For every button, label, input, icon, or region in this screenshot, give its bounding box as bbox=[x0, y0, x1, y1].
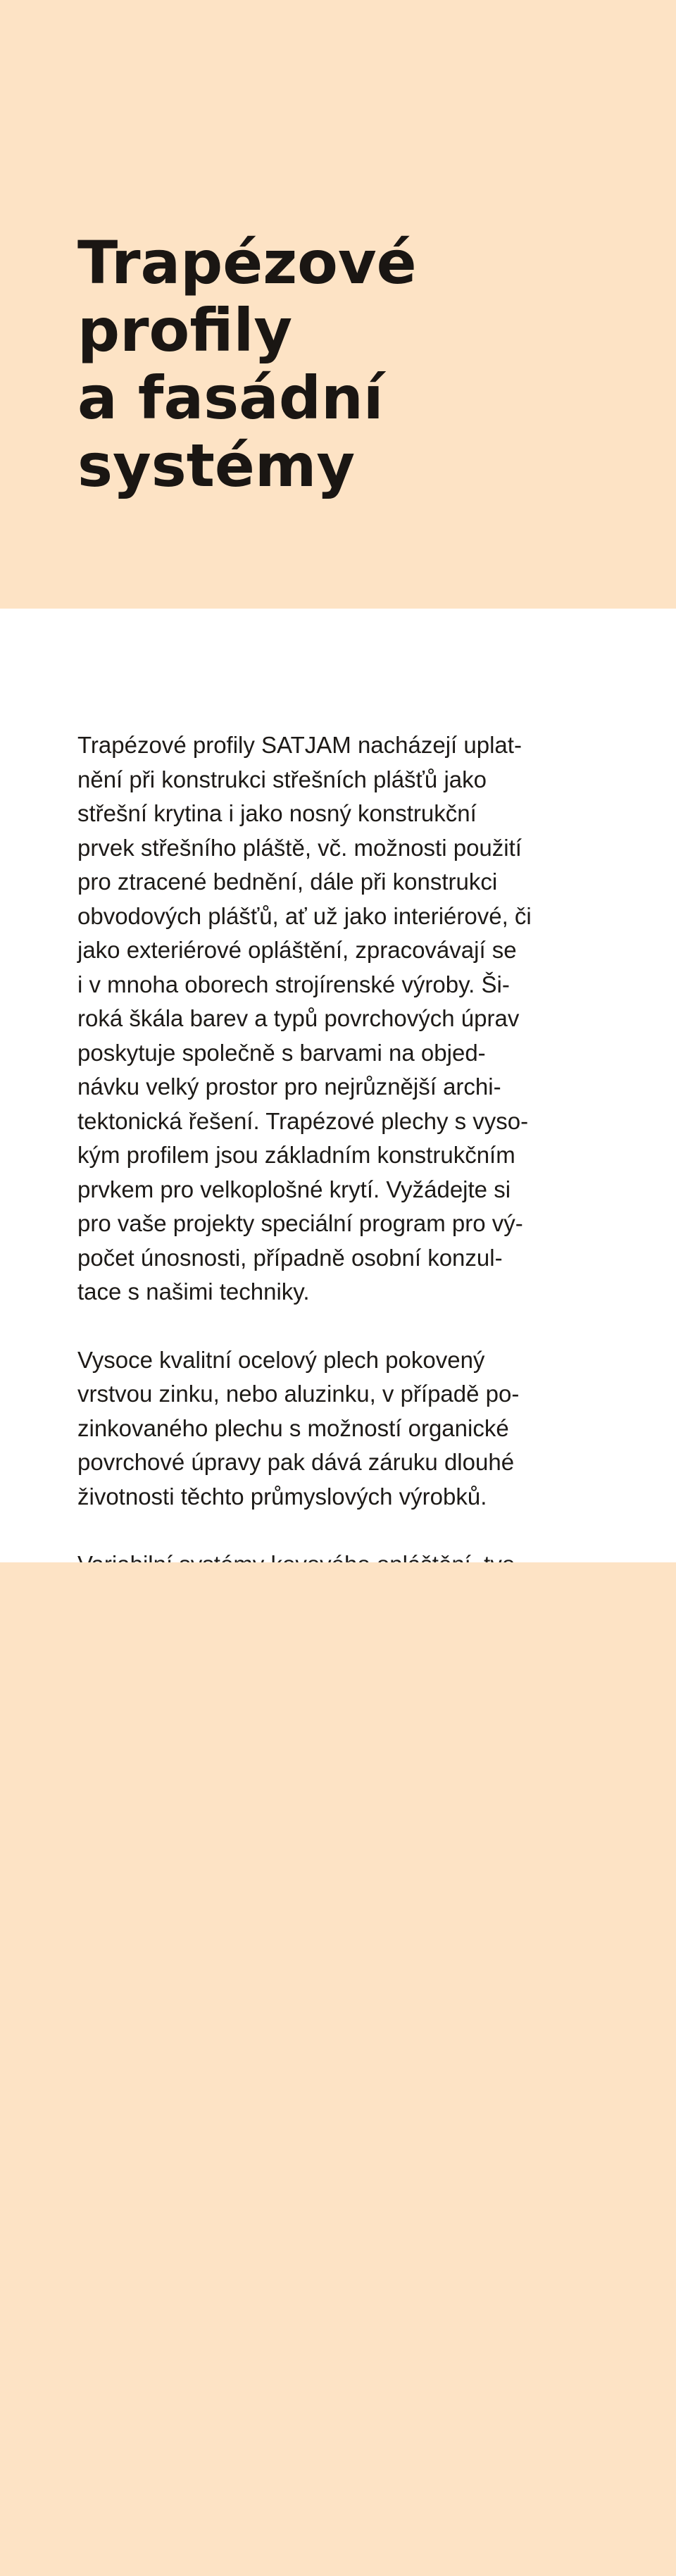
paragraph-intro: Trapézové profily SATJAM nacházejí uplat- nění při konstrukci střešních plášťů jako střešní krytina i jako nosný konstrukční prvek střešního pláště, vč. možnosti použití pro ztracené bednění, dále při konstrukci obvodových plášťů, ať už jako interiérové, či jako exteriérové opláštění, zpracovávají se i v mnoha oborech strojírenské výroby. Ši- roká škála barev a typů povrchových úprav poskytuje společně s barvami na objed- návku velký prostor pro nejrůznější archi- tektonická řešení. Trapézové plechy s vyso- kým profilem jsou základním konstrukčním prvkem pro velkoplošné krytí. Vyžádejte si pro vaše projekty speciální program pro vý- počet únosnosti, případně osobní konzul- tace s našimi techniky. bbox=[77, 732, 532, 1305]
footer-band bbox=[0, 1562, 676, 2576]
paragraph-material: Vysoce kvalitní ocelový plech pokovený vrstvou zinku, nebo aluzinku, v případě po- zinkovaného plechu s možností organické povrchové úpravy pak dává záruku dlouhé životnosti těchto průmyslových výrobků. bbox=[77, 1346, 520, 1510]
title-line: profily bbox=[77, 296, 293, 365]
title-line: Trapézové bbox=[77, 228, 417, 297]
title-line: a fasádní bbox=[77, 363, 384, 433]
page-title bbox=[77, 229, 613, 499]
title-line: systémy bbox=[77, 431, 356, 500]
